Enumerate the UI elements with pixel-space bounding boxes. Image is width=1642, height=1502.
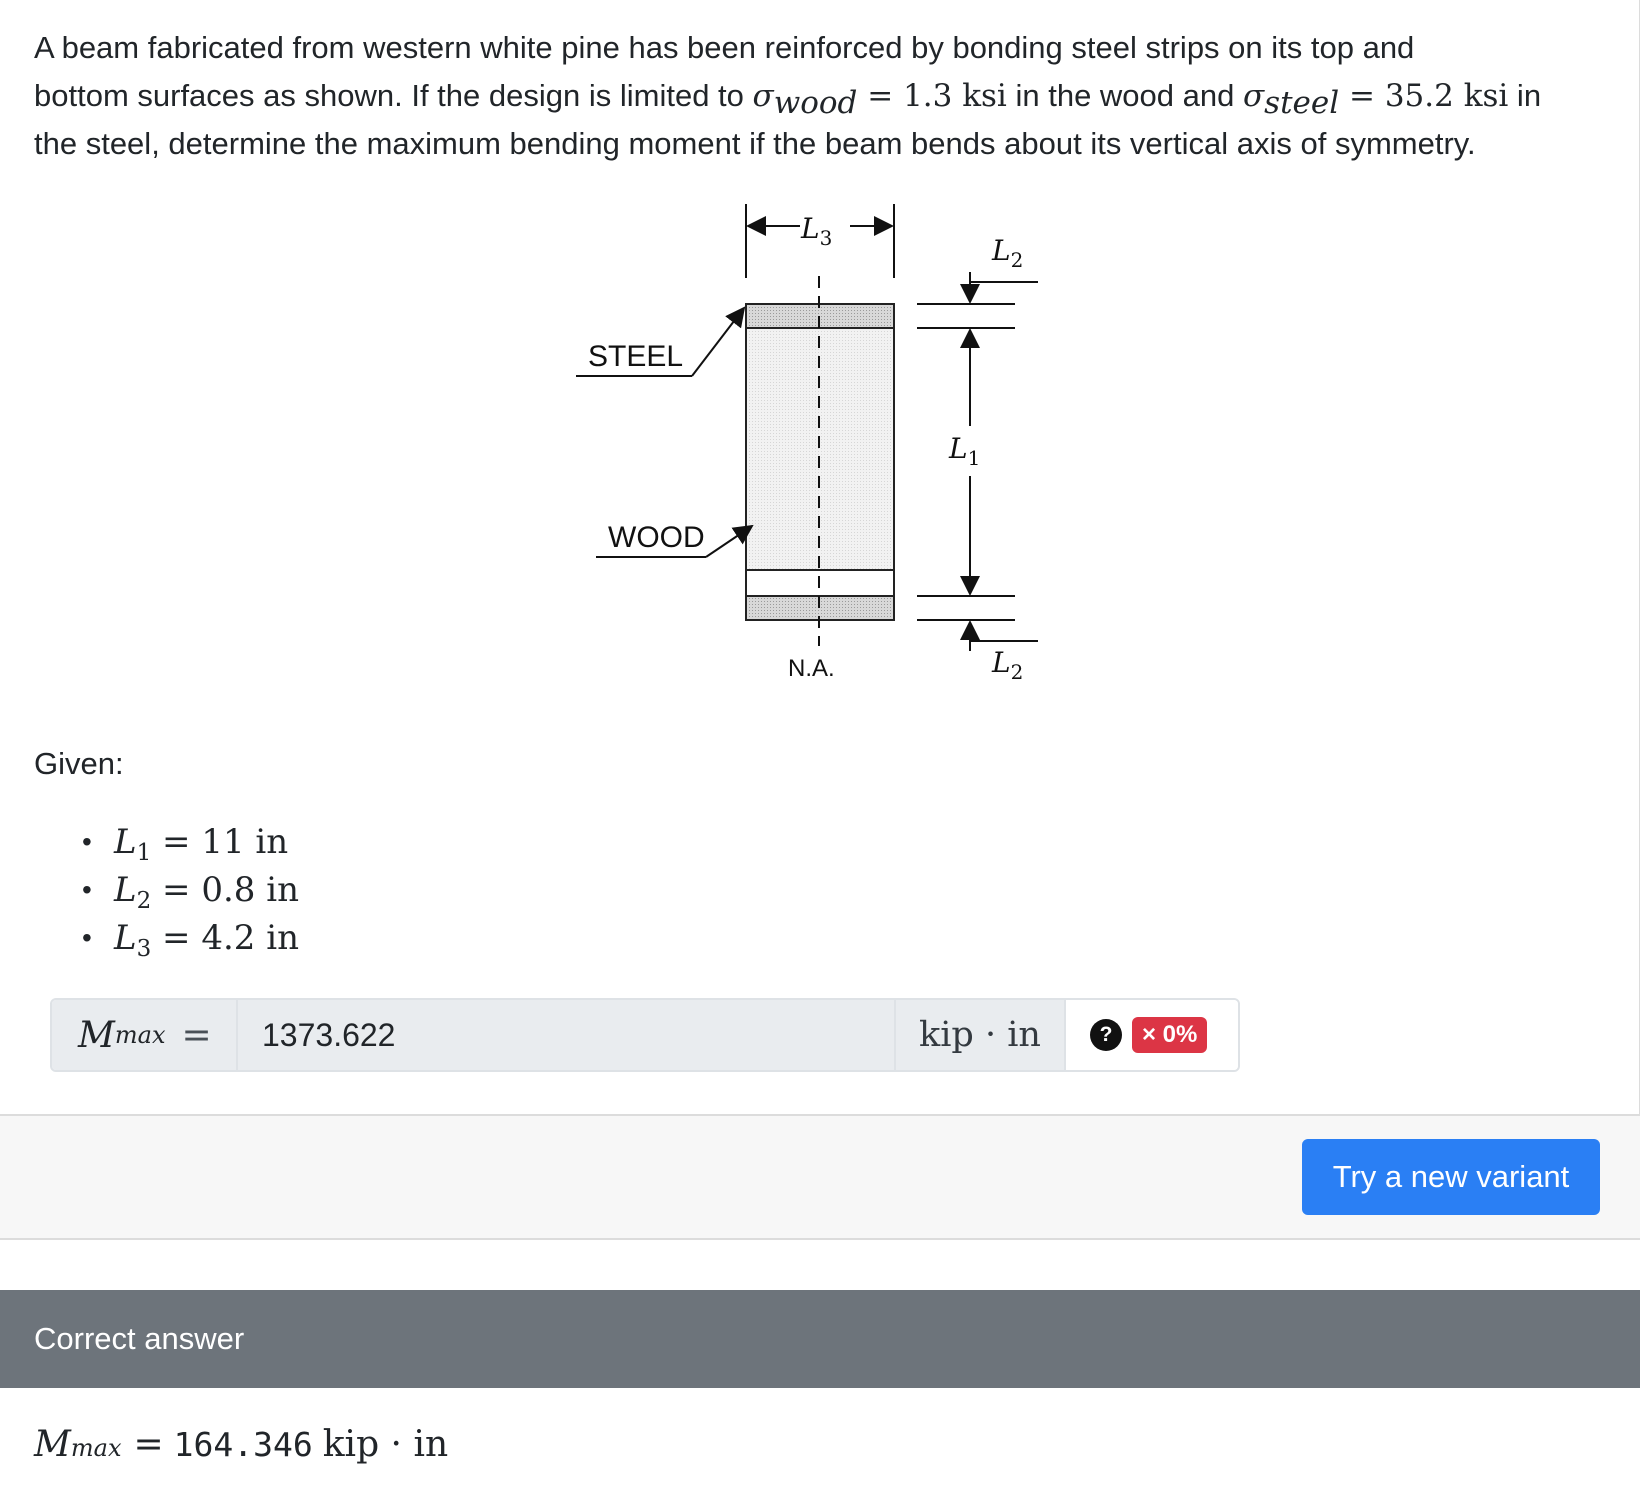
try-new-variant-button[interactable]: Try a new variant: [1302, 1139, 1600, 1215]
correct-answer-body: M max = 164.346 kip · in: [34, 1424, 449, 1465]
label-l2-bottom: $L_2$: [992, 646, 1024, 684]
sigma-steel-symbol: σ: [1242, 78, 1265, 114]
neutral-axis-label: N.A.: [788, 655, 835, 682]
answer-input[interactable]: 1373.622: [238, 1000, 896, 1070]
answer-variable-label: M max =: [52, 1000, 238, 1070]
given-list: [82, 818, 299, 962]
given-item-l3: • $L_3 = 4.2$ in: [82, 914, 299, 962]
wood-label: WOOD: [608, 521, 705, 554]
answer-unit: kip · in: [896, 1000, 1066, 1070]
sigma-steel-value: = 35.2 ksi: [1339, 78, 1509, 114]
sigma-wood-symbol: σ: [752, 78, 774, 114]
correct-answer-header: Correct answer: [0, 1290, 1640, 1388]
given-item-l1: • $L_1 = 11$ in: [82, 818, 299, 866]
problem-line-3: the steel, determine the maximum bending moment if the beam bends about its vertical axis of symmetry.: [34, 126, 1476, 161]
label-l2-top: $L_2$: [992, 234, 1024, 272]
help-icon[interactable]: ?: [1090, 1019, 1122, 1051]
correct-answer-value: 164.346: [173, 1425, 313, 1464]
answer-input-group: [50, 998, 1240, 1072]
label-l1: $L_1$: [949, 432, 981, 470]
given-item-l2: • $L_2 = 0.8$ in: [82, 866, 299, 914]
beam-cross-section-figure: [560, 196, 1060, 696]
sigma-wood-value: = 1.3 ksi: [857, 78, 1007, 114]
label-l3: $L_3$: [801, 212, 833, 250]
problem-line-2: bottom surfaces as shown. If the design is limited to $\sigma_{wood} = 1.3$ ksi in the wood and $\sigma_{steel} = 35.2$ ksi in: [34, 78, 1542, 121]
problem-line-1: A beam fabricated from western white pine has been reinforced by bonding steel strips on its top and: [34, 30, 1415, 65]
score-badge: × 0%: [1132, 1017, 1207, 1053]
given-heading: Given:: [34, 746, 124, 781]
problem-statement: [34, 24, 1614, 168]
answer-status: [1066, 1000, 1238, 1070]
correct-answer-unit: kip · in: [322, 1424, 449, 1465]
steel-label: STEEL: [588, 340, 684, 373]
